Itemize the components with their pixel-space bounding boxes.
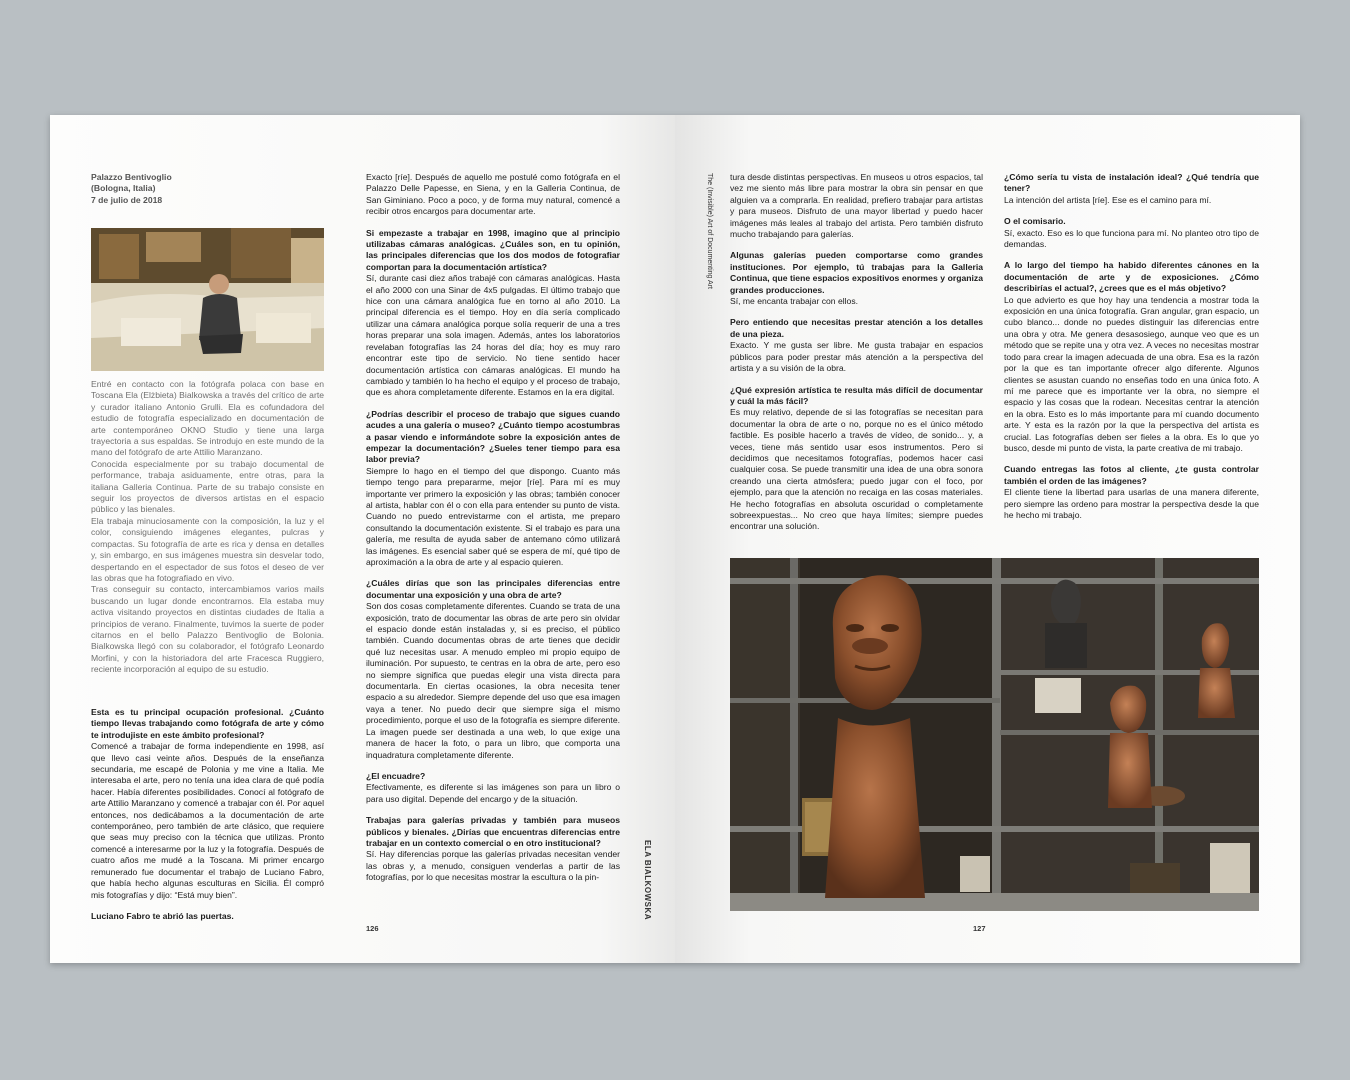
interview-meta	[91, 172, 211, 206]
meta-venue: Palazzo Bentivoglio	[91, 172, 172, 182]
interview-column-3	[730, 172, 983, 552]
page-number: 127	[973, 924, 986, 933]
question: O el comisario.	[1004, 216, 1066, 227]
intro-paragraph: Conocida especialmente por su trabajo documental de performance, trabaja asiduamente, entre otras, para la italiana Galleria Continua. Parte de su trabajo consiste en seguir los proyectos de diversos artistas en el espacio público y las bienales.	[91, 458, 324, 515]
answer: Lo que advierto es que hoy hay una tendencia a mostrar toda la exposición en una única fotografía. Gran angular, gran espacio, un cubo blanco... donde no puedes distinguir las diferencias entre una obra y otra. Me genera desasosiego, aunque veo que es un método que se repite una y otra vez. A veces no necesitas mostrar todo para crear la imagen adecuada de una obra. Esa es la razón por la que es tan importante ofrecer algo diferente. Algunos clientes se asustan cuando no enseñas todo en una única foto. A mí me parece que es importante ver la obra, no siempre el espacio y las cosas que la rodean. Necesitas centrar la atención en la obra. Esto es lo más importante para mí cuando documento arte. Y esta es la razón por la que la perspectiva del artista es crucial. Las fotografías deben ser fieles a la obra. Es lo que yo busco, desde mi punto de vista, la parte creativa de mi trabajo.	[1004, 294, 1259, 453]
intro-text	[91, 379, 324, 676]
question: ¿Cuáles dirías que son las principales diferencias entre documentar una exposición y una obra de arte?	[366, 578, 620, 600]
question: Algunas galerías pueden comportarse como grandes instituciones. Por ejemplo, tú trabajas para la Galleria Continua, que tiene espacios expositivos enormes y organiza grandes producciones.	[730, 250, 983, 295]
answer: Es muy relativo, depende de si las fotografías se necesitan para documentar la obra de arte o no, porque no es el único método factible. Es posible hacerlo a través de vídeo, de sonido... y, a veces, tiene más sentido usar esos instrumentos. Pero si decidimos que necesitamos fotografías, podemos hacer casi cualquier cosa. Se puede transmitir una idea de una obra sonora creando una cierta atmósfera; puedo jugar con el foco, por ejemplo, para que la atención no recaiga en las cosas materiales. He hecho fotografías en absoluta oscuridad o completamente sobreexpuestas... No creo que haya límites; siempre puedes encontrar una solución.	[730, 407, 983, 532]
intro-paragraph: Entré en contacto con la fotógrafa polaca con base en Toscana Ela (Elżbieta) Bialkowska a través del crítico de arte y curador italiano Antonio Grulli. Ela es cofundadora del estudio de fotografía especializado en documentación de arte contemporáneo OKNO Studio y tiene una larga trayectoria a sus espaldas. Se introdujo en este mundo de la mano del fotógrafo de arte Attilio Maranzano.	[91, 379, 324, 458]
page-number: 126	[366, 924, 379, 933]
answer: Siempre lo hago en el tiempo del que dispongo. Cuanto más tiempo tengo para prepararme, mejor [ríe]. Para mí es muy importante ver primero la exposición y las obras; también conocer al artista, hablar con él o con ella para entender su punto de vista. Cuando no puedo entrevistarme con el artista, me preparo consultando la documentación existente. Si el trabajo es para una galería, me resulta de ayuda saber de antemano cómo utilizará las imágenes. Es esencial saber qué se espera de mí, qué tipo de aproximación a la obra de arte y al espacio quieren.	[366, 465, 620, 567]
interview-column-2	[366, 172, 620, 914]
question: Cuando entregas las fotos al cliente, ¿te gusta controlar también el orden de las imágenes?	[1004, 464, 1259, 486]
answer: La intención del artista [ríe]. Ese es el camino para mí.	[1004, 194, 1212, 205]
question: Pero entiendo que necesitas prestar atención a los detalles de una pieza.	[730, 317, 983, 339]
sculpture-photo	[730, 558, 1259, 911]
answer: Exacto [ríe]. Después de aquello me postulé como fotógrafa en el Palazzo Delle Papesse, en Siena, y en la Galleria Continua, de San Giminiano. Poco a poco, y de forma muy natural, comencé a recibir otros encargos para documentar arte.	[366, 172, 620, 217]
portrait-photo	[91, 228, 324, 371]
question: ¿Qué expresión artística te resulta más difícil de documentar y cuál la más fácil?	[730, 384, 983, 406]
question: ¿El encuadre?	[366, 770, 426, 781]
intro-paragraph: Ela trabaja minuciosamente con la composición, la luz y el color, consiguiendo imágenes elegantes, pulcras y compactas. Su fotografía de arte es rica y densa en detalles y, sin embargo, en sus imágenes muestra sin desvelar todo, despertando en el espectador de sus fotos el deseo de ver las obras que ha fotografiado en vivo.	[91, 515, 324, 583]
answer: El cliente tiene la libertad para usarlas de una manera diferente, pero siempre las ordeno para mostrar la perspectiva desde la que he hecho mi trabajo.	[1004, 487, 1259, 520]
question: A lo largo del tiempo ha habido diferentes cánones en la documentación de arte y de exposiciones. ¿Cómo describirías el actual?, ¿crees que es el más objetivo?	[1004, 260, 1259, 294]
portrait-photo-illustration	[91, 228, 324, 371]
question: ¿Podrías describir el proceso de trabajo que sigues cuando acudes a una galería o museo? ¿Cuánto tiempo acostumbras a pasar viendo e informándote sobre la exposición antes de empezar la documentación? ¿Sueles tener tiempo para esa labor previa?	[366, 408, 620, 465]
answer: Sí, durante casi diez años trabajé con cámaras analógicas. Hasta el año 2000 con una Sinar de 4x5 pulgadas. El último trabajo que hice con una cámara analógica fue en torno al año 2010. La principal diferencia es el tiempo. Hoy en día sería complicado utilizar una cámara analógica porque solía requerir de una a tres horas preparar una sola imagen. Además, antes los laboratorios revelaban fotografías las 24 horas del día; hoy es muy raro encontrar este tipo de servicio. No tiene sentido hacer documentación artística con cámaras analógicas. El mundo ha cambiado y también lo ha hecho el equipo y el proceso de trabajo, que es ahora completamente diferente. Estamos en la era digital.	[366, 273, 620, 398]
running-title-vertical: The (Invisible) Art of Documenting Art	[706, 173, 713, 289]
right-page	[675, 115, 1300, 963]
answer: Sí. Hay diferencias porque las galerías privadas necesitan vender las obras y, a menudo, consiguen venderlas a partir de las fotografías, por lo que necesitas mostrar la escultura o la pin-	[366, 849, 620, 883]
interview-column-4	[1004, 172, 1259, 552]
intro-paragraph: Tras conseguir su contacto, intercambiamos varios mails buscando un lugar donde encontrarnos. Ela estaba muy activa visitando proyectos en distintas ciudades de Italia a principios de verano. Finalmente, tuvimos la suerte de poder citarnos en el bello Palazzo Bentivoglio de Bolonia. Bialkowska llegó con su colaborador, el fotógrafo Leonardo Morfini, y con la historiadora del arte Fracesca Ruggiero, reciente incorporación al equipo de su estudio.	[91, 584, 324, 675]
answer: Sí, exacto. Eso es lo que funciona para mí. No planteo otro tipo de demandas.	[1004, 227, 1259, 250]
answer: tura desde distintas perspectivas. En museos u otros espacios, tal vez me siento más libre para mostrar la obra sin pensar en que alguien va a comprarla. En realidad, prefiero trabajar para artistas y para museos. Disfruto de una mayor libertad y puedo hacer imágenes más leales al trabajo del artista. Pero también disfruto mucho trabajando para galerías.	[730, 172, 983, 240]
meta-city: (Bologna, Italia)	[91, 183, 156, 194]
question: Esta es tu principal ocupación profesional. ¿Cuánto tiempo llevas trabajando como fotógrafa de arte y cómo te introdujiste en este ámbito profesional?	[91, 707, 324, 740]
left-page	[50, 115, 675, 963]
answer: Comencé a trabajar de forma independiente en 1998, así que llevo casi veinte años. Después de la enseñanza secundaria, me escapé de Polonia y me vine a Italia. Me interesaba el arte, pero no tenía una idea clara de qué podía hacer. Había diferentes posibilidades. Conocí al fotógrafo de arte Attilio Maranzano y comencé a trabajar con él. Por aquel entonces, nos dedicábamos a la documentación de arte contemporáneo, pero también de arte clásico, que requiere que seas muy preciso con la técnica que utilizas. Pronto comencé a interesarme por la luz y la fotografía. Después de cuatro años me mudé a la Toscana. Mi primer encargo remunerado fue documentar el trabajo de Luciano Fabro, que había hecho algunas esculturas en Sicilia. Él compró mis fotografías y dijo: “Está muy bien”.	[91, 741, 324, 900]
answer: Son dos cosas completamente diferentes. Cuando se trata de una exposición, trato de documentar las obras de arte pero sin olvidar el espacio donde están instaladas y, si es preciso, el público también. Cuando documentas obras de arte tienes que decidir qué luz necesitas usar. A menudo empleo mi propio equipo de iluminación. Por supuesto, te centras en la obra de arte, pero eso no siempre significa que puedas elegir una vista directa para documentarla. En ciertas ocasiones, la obra necesita tener espacio a su alrededor. Siempre depende del uso que esa imagen vaya a tener. No puedo decir que siempre siga el mismo procedimiento, porque el uso de la fotografía es siempre diferente. La imagen puede ser destinada a una web, lo que exige una manera de hacer la foto, o para un libro, que comporta una inquadratura completamente diferente.	[366, 601, 620, 760]
question: Trabajas para galerías privadas y también para museos públicos y bienales. ¿Dirías que encuentras diferencias entre trabajar en un contexto comercial o en otro institucional?	[366, 815, 620, 848]
meta-date: 7 de julio de 2018	[91, 194, 163, 205]
question: Si empezaste a trabajar en 1998, imagino que al principio utilizabas cámaras analógicas. ¿Cuáles son, en tu opinión, las principales diferencias que los dos modos de fotografiar comportan para la documentación artística?	[366, 227, 620, 272]
magazine-spread	[50, 115, 1300, 963]
question: Luciano Fabro te abrió las puertas.	[91, 910, 234, 921]
answer: Exacto. Y me gusta ser libre. Me gusta trabajar en espacios públicos para poder prestar más atención a la perspectiva del artista y a su visión de la obra.	[730, 340, 983, 374]
running-author-vertical: ELA BIALKOWSKA	[643, 840, 652, 921]
question: ¿Cómo sería tu vista de instalación ideal? ¿Qué tendría que tener?	[1004, 172, 1259, 194]
interview-column-1	[91, 707, 324, 922]
sculpture-photo-illustration	[730, 558, 1259, 911]
answer: Efectivamente, es diferente si las imágenes son para un libro o para uso digital. Depende del encargo y de la situación.	[366, 782, 620, 804]
answer: Sí, me encanta trabajar con ellos.	[730, 296, 859, 307]
